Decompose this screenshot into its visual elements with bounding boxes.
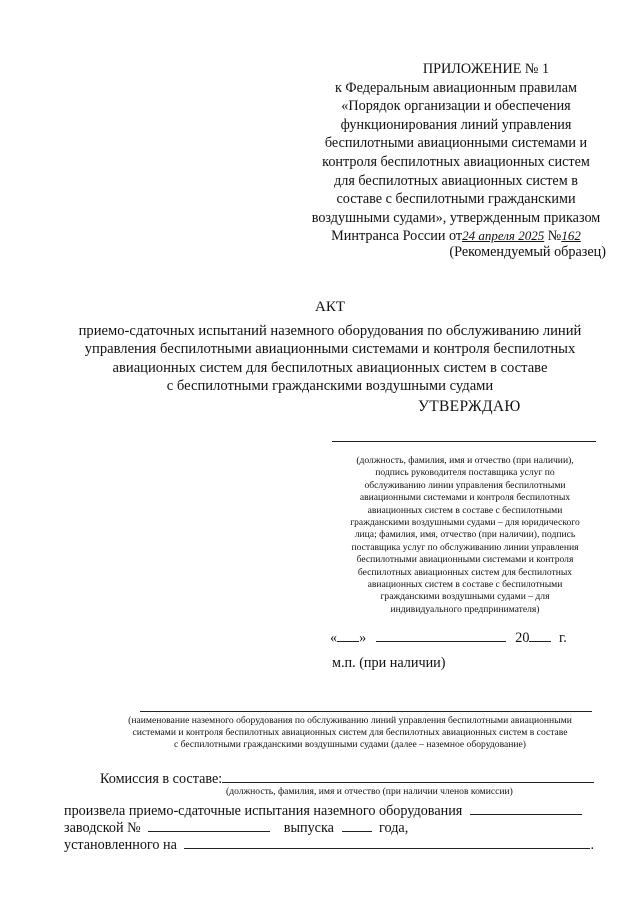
commission-label: Комиссия в составе:: [100, 771, 223, 787]
equipment-note: [90, 715, 610, 752]
approver-note-line: авиационных систем в составе с беспилотными: [367, 504, 563, 516]
commission-members-field[interactable]: [222, 768, 594, 783]
approver-note-line: беспилотных авиационных систем для беспилотных: [357, 566, 573, 578]
approve-label: УТВЕРЖДАЮ: [418, 398, 521, 415]
installed-row: [64, 834, 594, 854]
approver-note-line: поставщика услуг по обслуживанию линии управления: [351, 541, 579, 553]
annex-line: «Порядок организации и обеспечения: [341, 98, 571, 115]
annex-line: для беспилотных авиационных систем в: [334, 172, 578, 189]
serial-label: заводской №: [64, 820, 141, 836]
approver-note-line: авиационными системами и контроля беспилотных: [359, 492, 571, 504]
act-title: [50, 298, 610, 395]
release-year-field[interactable]: [342, 817, 372, 832]
year-prefix: 20: [515, 630, 530, 646]
stamp-label: м.п. (при наличии): [332, 655, 446, 671]
approver-note-line: (должность, фамилия, имя и отчество (при наличии),: [356, 455, 574, 466]
approver-note-line: индивидуального предпринимателя): [390, 603, 540, 615]
month-field[interactable]: [376, 627, 506, 642]
approver-note-line: авиационных систем в составе с беспилотными: [367, 579, 563, 591]
approver-note-line: гражданскими воздушными судами – для: [380, 591, 550, 603]
end-period: .: [590, 837, 595, 853]
year-label: года,: [379, 820, 409, 836]
approver-note-line: лица; фамилия, имя, отчество (при наличии), подпись: [354, 529, 576, 541]
act-title-line: приемо-сдаточных испытаний наземного оборудования по обслуживанию линий: [78, 323, 582, 340]
act-title-line: с беспилотными гражданскими воздушными судами: [166, 377, 494, 394]
serial-number-field[interactable]: [148, 817, 270, 832]
commission-note: (должность, фамилия, имя и отчество (при наличии членов комиссии): [226, 786, 513, 797]
annex-line: контроля беспилотных авиационных систем: [322, 153, 590, 170]
annex-header: [296, 60, 616, 246]
equipment-name-line[interactable]: [140, 711, 592, 712]
number-label: №: [547, 228, 562, 245]
approver-note-line: гражданскими воздушными судами – для юридического: [350, 517, 580, 529]
year-suffix: г.: [559, 630, 567, 646]
installed-label: установленного на: [64, 837, 177, 853]
tests-field[interactable]: [470, 800, 582, 815]
installed-on-field[interactable]: [184, 834, 590, 849]
approver-note-line: подпись руководителя поставщика услуг по: [375, 467, 555, 479]
act-title-line: управления беспилотными авиационными системами и контроля беспилотных: [84, 341, 576, 358]
handwritten-date: 24 апреля 2025: [462, 228, 545, 244]
annex-line: к Федеральным авиационным правилам: [334, 79, 578, 96]
approver-note-line: беспилотными авиационными системами и контроля: [356, 554, 574, 566]
annex-heading: ПРИЛОЖЕНИЕ № 1: [422, 61, 550, 77]
equipment-note-line: системами и контроля беспилотных авиационных систем для беспилотных авиационных систем в составе: [132, 727, 568, 739]
annex-line: функционирования линий управления: [340, 116, 572, 133]
annex-line: беспилотными авиационными системами и: [324, 135, 588, 152]
annex-order-prefix: Минтранса России от: [331, 228, 463, 245]
recommended-sample-label: (Рекомендуемый образец): [449, 244, 606, 260]
annex-line: воздушными судами», утвержденным приказом: [311, 209, 601, 226]
release-label: выпуска: [283, 820, 334, 836]
approver-note: [330, 455, 600, 616]
approver-signature-line[interactable]: [332, 441, 596, 442]
handwritten-number: 162: [561, 228, 581, 244]
act-title-line: авиационных систем для беспилотных авиационных систем в составе: [112, 359, 548, 376]
open-quote: «: [330, 630, 338, 646]
approval-date-row: [330, 627, 567, 647]
tests-text: произвела приемо-сдаточные испытания наземного оборудования: [64, 803, 463, 819]
equipment-note-line: с беспилотными гражданскими воздушными судами (далее – наземное оборудование): [174, 739, 526, 751]
approver-note-line: обслуживанию линии управления беспилотными: [364, 479, 566, 491]
act-heading: АКТ: [315, 299, 345, 315]
close-quote: »: [359, 630, 367, 646]
day-field[interactable]: [337, 627, 359, 642]
commission-row: [100, 768, 594, 788]
equipment-note-line: (наименование наземного оборудования по обслуживанию линий управления беспилотными авиационными: [128, 715, 572, 726]
annex-line: составе с беспилотными гражданскими: [336, 191, 576, 208]
year-field[interactable]: [529, 627, 551, 642]
